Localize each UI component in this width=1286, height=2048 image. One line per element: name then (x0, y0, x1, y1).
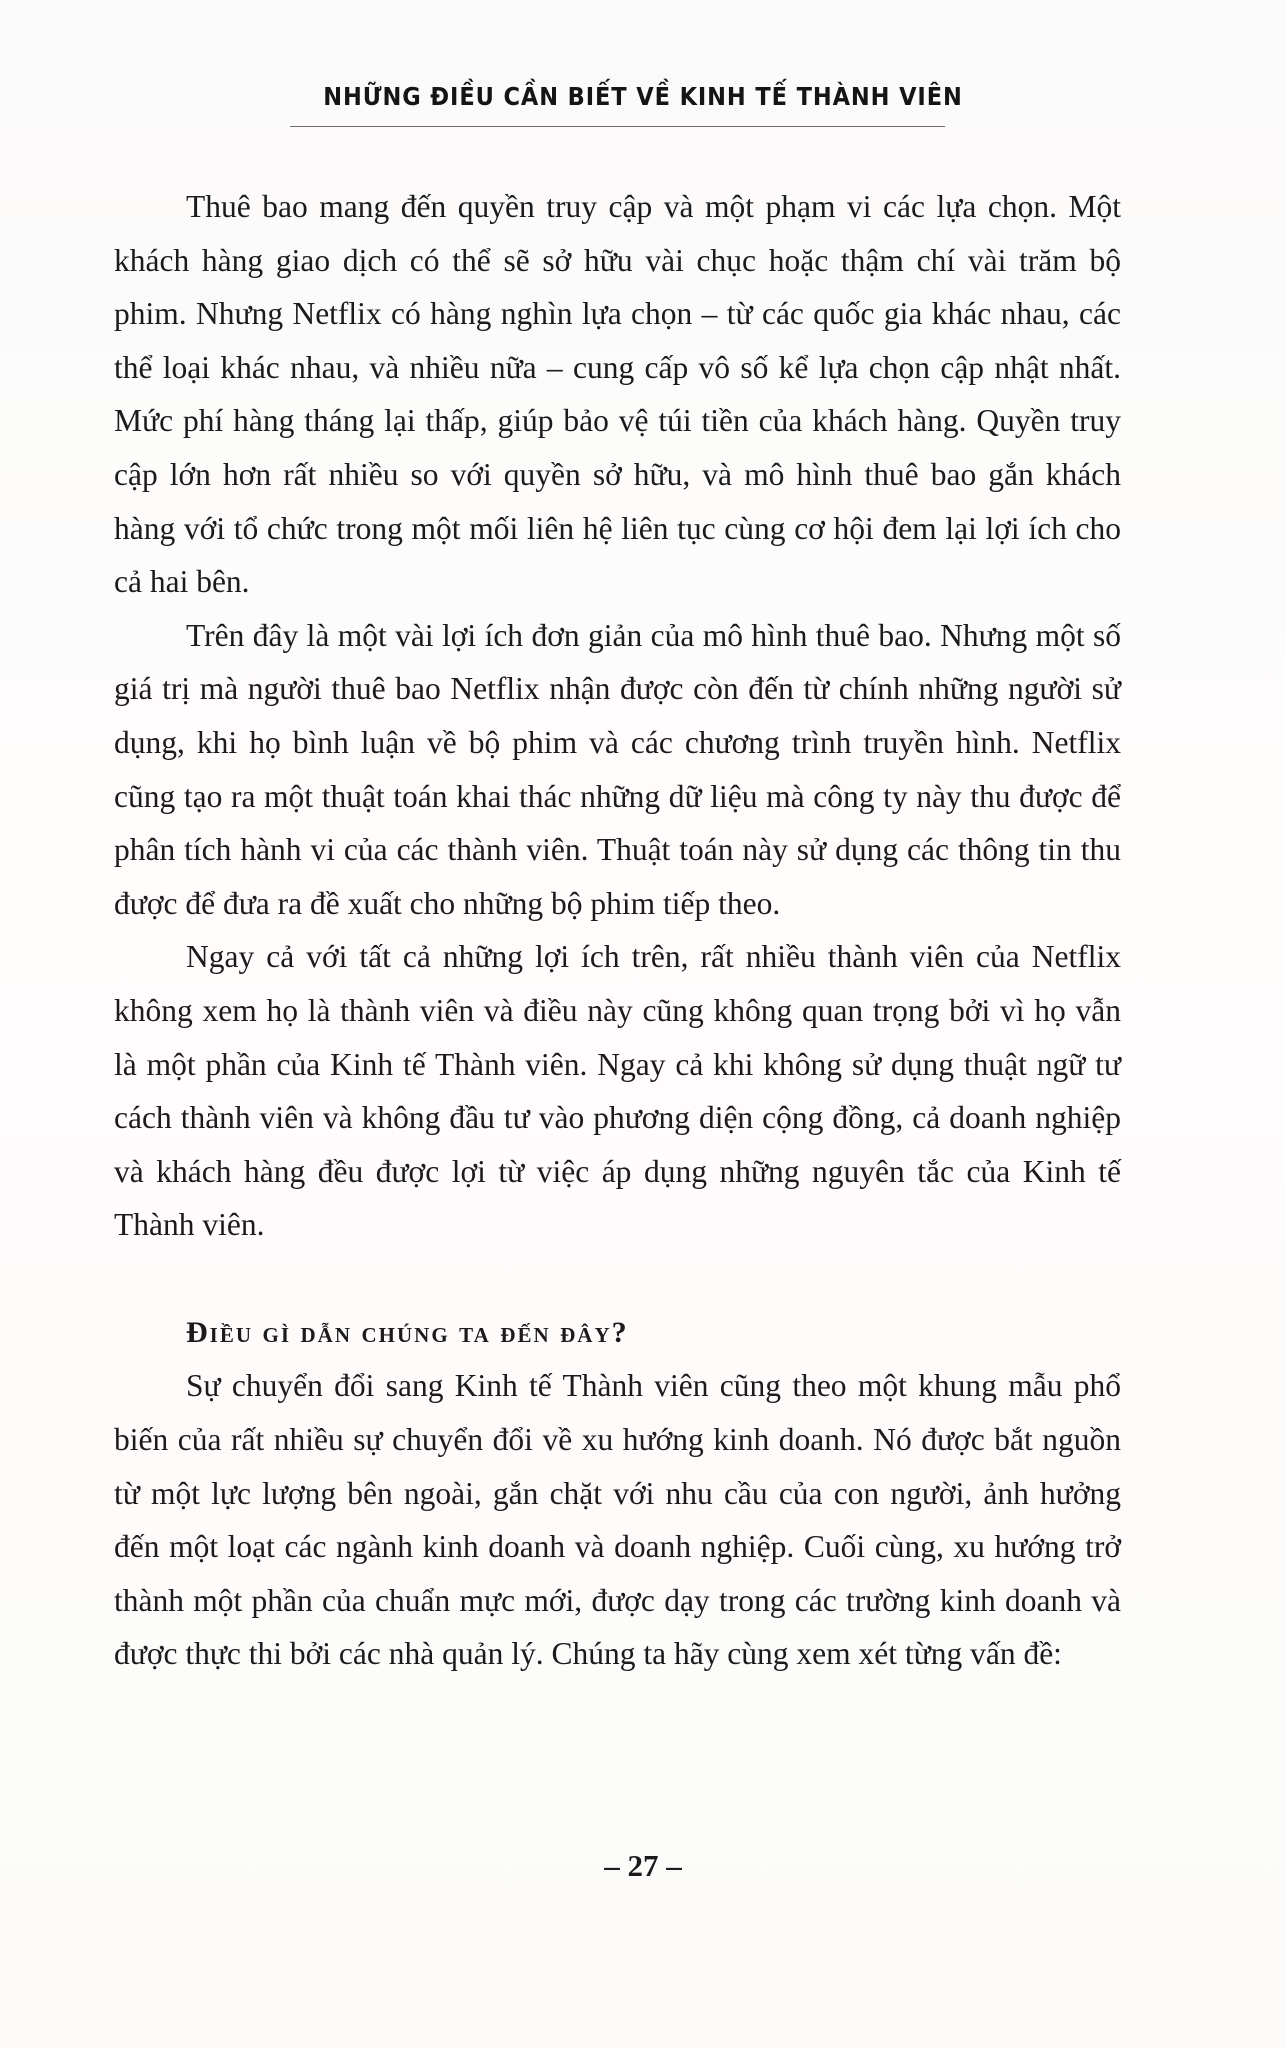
paragraph-2: Trên đây là một vài lợi ích đơn giản của mô hình thuê bao. Nhưng một số giá trị mà người thuê bao Netflix nhận được còn đến từ chính những người sử dụng, khi họ bình luận về bộ phim và các chương trình truyền hình. Netflix cũng tạo ra một thuật toán khai thác những dữ liệu mà công ty này thu được để phân tích hành vi của các thành viên. Thuật toán này sử dụng các thông tin thu được để đưa ra đề xuất cho những bộ phim tiếp theo. (114, 617, 1121, 921)
section-paragraph: Sự chuyển đổi sang Kinh tế Thành viên cũng theo một khung mẫu phổ biến của rất nhiều sự chuyển đổi về xu hướng kinh doanh. Nó được bắt nguồn từ một lực lượng bên ngoài, gắn chặt với nhu cầu của con người, ảnh hưởng đến một loạt các ngành kinh doanh và doanh nghiệp. Cuối cùng, xu hướng trở thành một phần của chuẩn mực mới, được dạy trong các trường kinh doanh và được thực thi bởi các nhà quản lý. Chúng ta hãy cùng xem xét từng vấn đề: (114, 1368, 1121, 1672)
paragraph-1: Thuê bao mang đến quyền truy cập và một phạm vi các lựa chọn. Một khách hàng giao dịch có thể sẽ sở hữu vài chục hoặc thậm chí vài trăm bộ phim. Nhưng Netflix có hàng nghìn lựa chọn – từ các quốc gia khác nhau, các thể loại khác nhau, và nhiều nữa – cung cấp vô số kể lựa chọn cập nhật nhất. Mức phí hàng tháng lại thấp, giúp bảo vệ túi tiền của khách hàng. Quyền truy cập lớn hơn rất nhiều so với quyền sở hữu, và mô hình thuê bao gắn khách hàng với tổ chức trong một mối liên hệ liên tục cùng cơ hội đem lại lợi ích cho cả hai bên. (114, 189, 1121, 600)
paragraph-3: Ngay cả với tất cả những lợi ích trên, rất nhiều thành viên của Netflix không xem họ là thành viên và điều này cũng không quan trọng bởi vì họ vẫn là một phần của Kinh tế Thành viên. Ngay cả khi không sử dụng thuật ngữ tư cách thành viên và không đầu tư vào phương diện cộng đồng, cả doanh nghiệp và khách hàng đều được lợi từ việc áp dụng những nguyên tắc của Kinh tế Thành viên. (114, 939, 1121, 1243)
running-head: NHỮNG ĐIỀU CẦN BIẾT VỀ KINH TẾ THÀNH VIÊN (323, 82, 963, 111)
section-heading: Điều gì dẫn chúng ta đến đây? (186, 1315, 629, 1349)
page-number: – 27 – (604, 1848, 682, 1883)
header-rule (290, 126, 945, 127)
body-text (114, 180, 1121, 1681)
